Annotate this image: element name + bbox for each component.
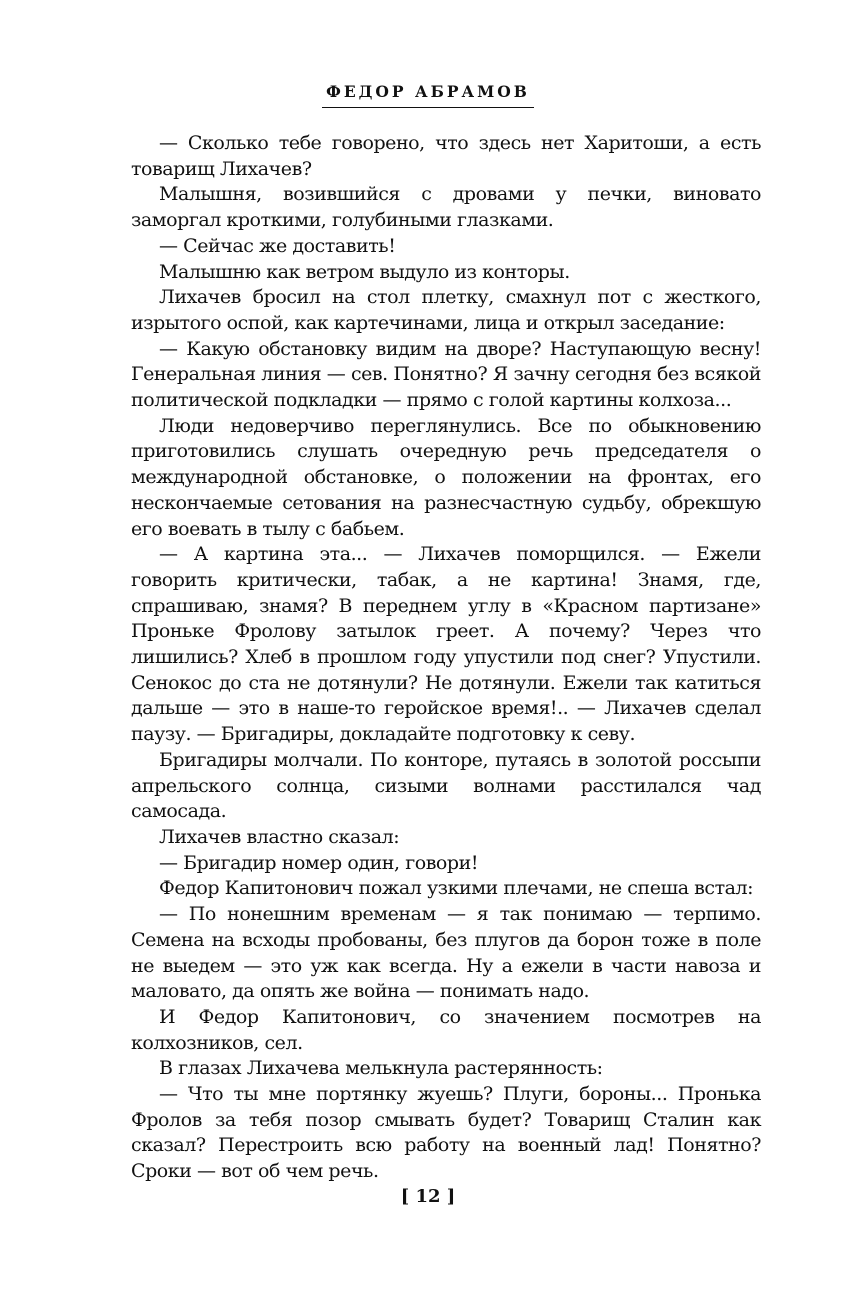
paragraph: — Бригадир номер один, говори!	[159, 851, 479, 874]
paragraph: Малышня, возившийся с дровами у печки, виновато заморгал кроткими, голубиными глазками.	[131, 183, 761, 232]
paragraph: В глазах Лихачева мелькнула растерянность:	[159, 1057, 603, 1080]
body-text	[131, 131, 761, 1185]
page-number: [ 12 ]	[400, 1186, 456, 1207]
paragraph: И Федор Капитонович, со значением посмотрев на колхозников, сел.	[131, 1005, 761, 1054]
paragraph: — Сейчас же доставить!	[159, 234, 396, 257]
running-header	[0, 82, 856, 108]
paragraph: Бригадиры молчали. По конторе, путаясь в золотой россыпи апрельского солнца, сизыми волнами расстилался чад самосада.	[131, 748, 761, 823]
paragraph: Лихачев бросил на стол плетку, смахнул пот с жесткого, изрытого оспой, как картечинами, лица и открыл заседание:	[131, 286, 761, 334]
paragraph: Люди недоверчиво переглянулись. Все по обыкновению приготовились слушать очередную речь председателя о международной обстановке, о положении на фронтах, его нескончаемые сетования на разнесчастную судьбу, обрекшую его воевать в тылу с бабьем.	[131, 414, 761, 540]
paragraph: — Сколько тебе говорено, что здесь нет Харитоши, а есть товарищ Лихачев?	[131, 132, 761, 180]
paragraph: — А картина эта... — Лихачев поморщился. — Ежели говорить критически, табак, а не картина! Знамя, где, спрашиваю, знамя? В переднем углу в «Красном партизане» Проньке Фролову затылок греет. А почему? Через что лишились? Хлеб в прошлом году упустили под снег? Упустили. Сенокос до ста не дотянули? Не дотянули. Ежели так катиться дальше — это в наше-то геройское время!.. — Лихачев сделал паузу. — Бригадиры, докладайте подготовку к севу.	[131, 543, 761, 746]
paragraph: Лихачев властно сказал:	[159, 825, 400, 848]
paragraph: — Какую обстановку видим на дворе? Наступающую весну! Генеральная линия — сев. Понятно? Я зачну сегодня без всякой политической подкладки — прямо с голой картины колхоза...	[131, 337, 761, 412]
paragraph: — Что ты мне портянку жуешь? Плуги, бороны... Пронька Фролов за тебя позор смывать будет? Товарищ Сталин как сказал? Перестроить всю работу на военный лад! Понятно? Сроки — вот об чем речь.	[131, 1083, 761, 1183]
paragraph: Федор Капитонович пожал узкими плечами, не спеша встал:	[159, 877, 754, 900]
paragraph: Малышню как ветром выдуло из конторы.	[159, 260, 570, 283]
paragraph: — По нонешним временам — я так понимаю — терпимо. Семена на всходы пробованы, без плугов да борон тоже в поле не выедем — это уж как всегда. Ну а ежели в части навоза и маловато, да опять же война — понимать надо.	[131, 903, 761, 1003]
book-author-title: ФЕДОР АБРАМОВ	[322, 82, 534, 108]
